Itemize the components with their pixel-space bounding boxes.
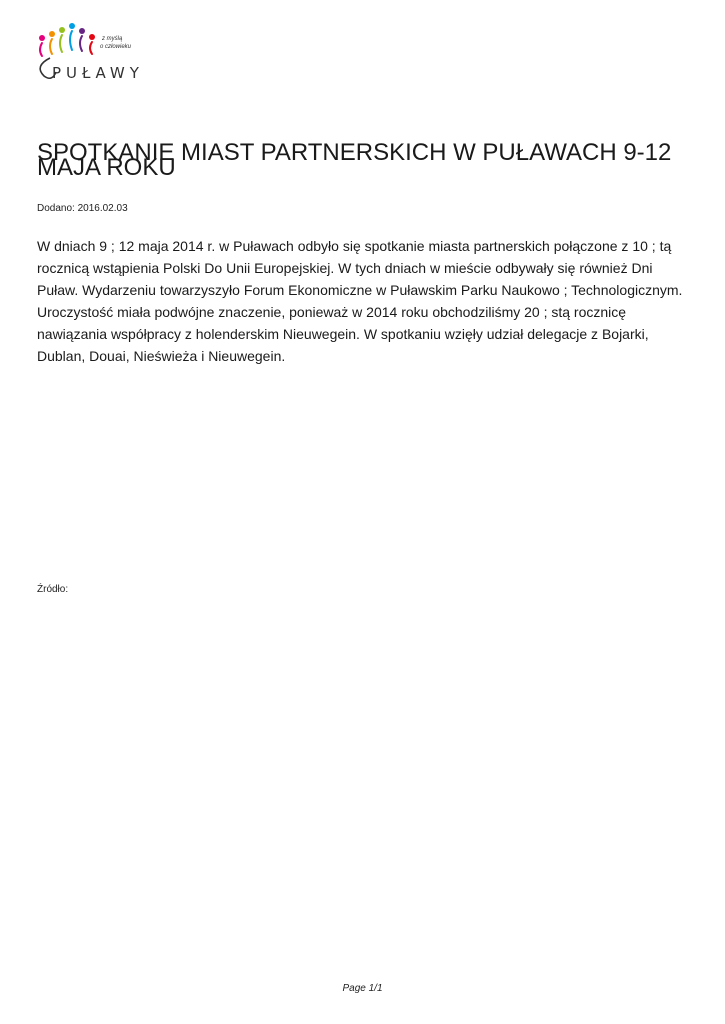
date-added: Dodano: 2016.02.03 — [37, 203, 128, 214]
logo-wordmark: PUŁAWY — [52, 64, 144, 82]
pulawy-logo — [30, 18, 145, 88]
article-body: W dniach 9 ; 12 maja 2014 r. w Puławach odbyło się spotkanie miasta partnerskich połączone z 10 ; tą rocznicą wstąpienia Polski Do Unii Europejskiej. W tych dniach w mieście odbywały się również Dni Puław. Wydarzeniu towarzyszyło Forum Ekonomiczne w Puławskim Parku Naukowo ; Technologicznym. Uroczystość miała podwójne znaczenie, ponieważ w 2014 roku obchodziliśmy 20 ; stą rocznicę nawiązania współpracy z holenderskim Nieuwegein. W spotkaniu wzięły udział delegacje z Bojarki, Dublan, Douai, Nieświeża i Nieuwegein. — [37, 238, 683, 364]
page-number: Page 1/1 — [342, 983, 383, 994]
source-label: Źródło: — [37, 584, 69, 595]
logo-tagline-1: z myślą — [102, 36, 123, 42]
article-title: SPOTKANIE MIAST PARTNERSKICH W PUŁAWACH 9-12 MAJA ROKU — [37, 139, 672, 181]
logo-figures-icon — [39, 23, 95, 56]
logo-tagline-2: o człowieku — [100, 44, 132, 50]
